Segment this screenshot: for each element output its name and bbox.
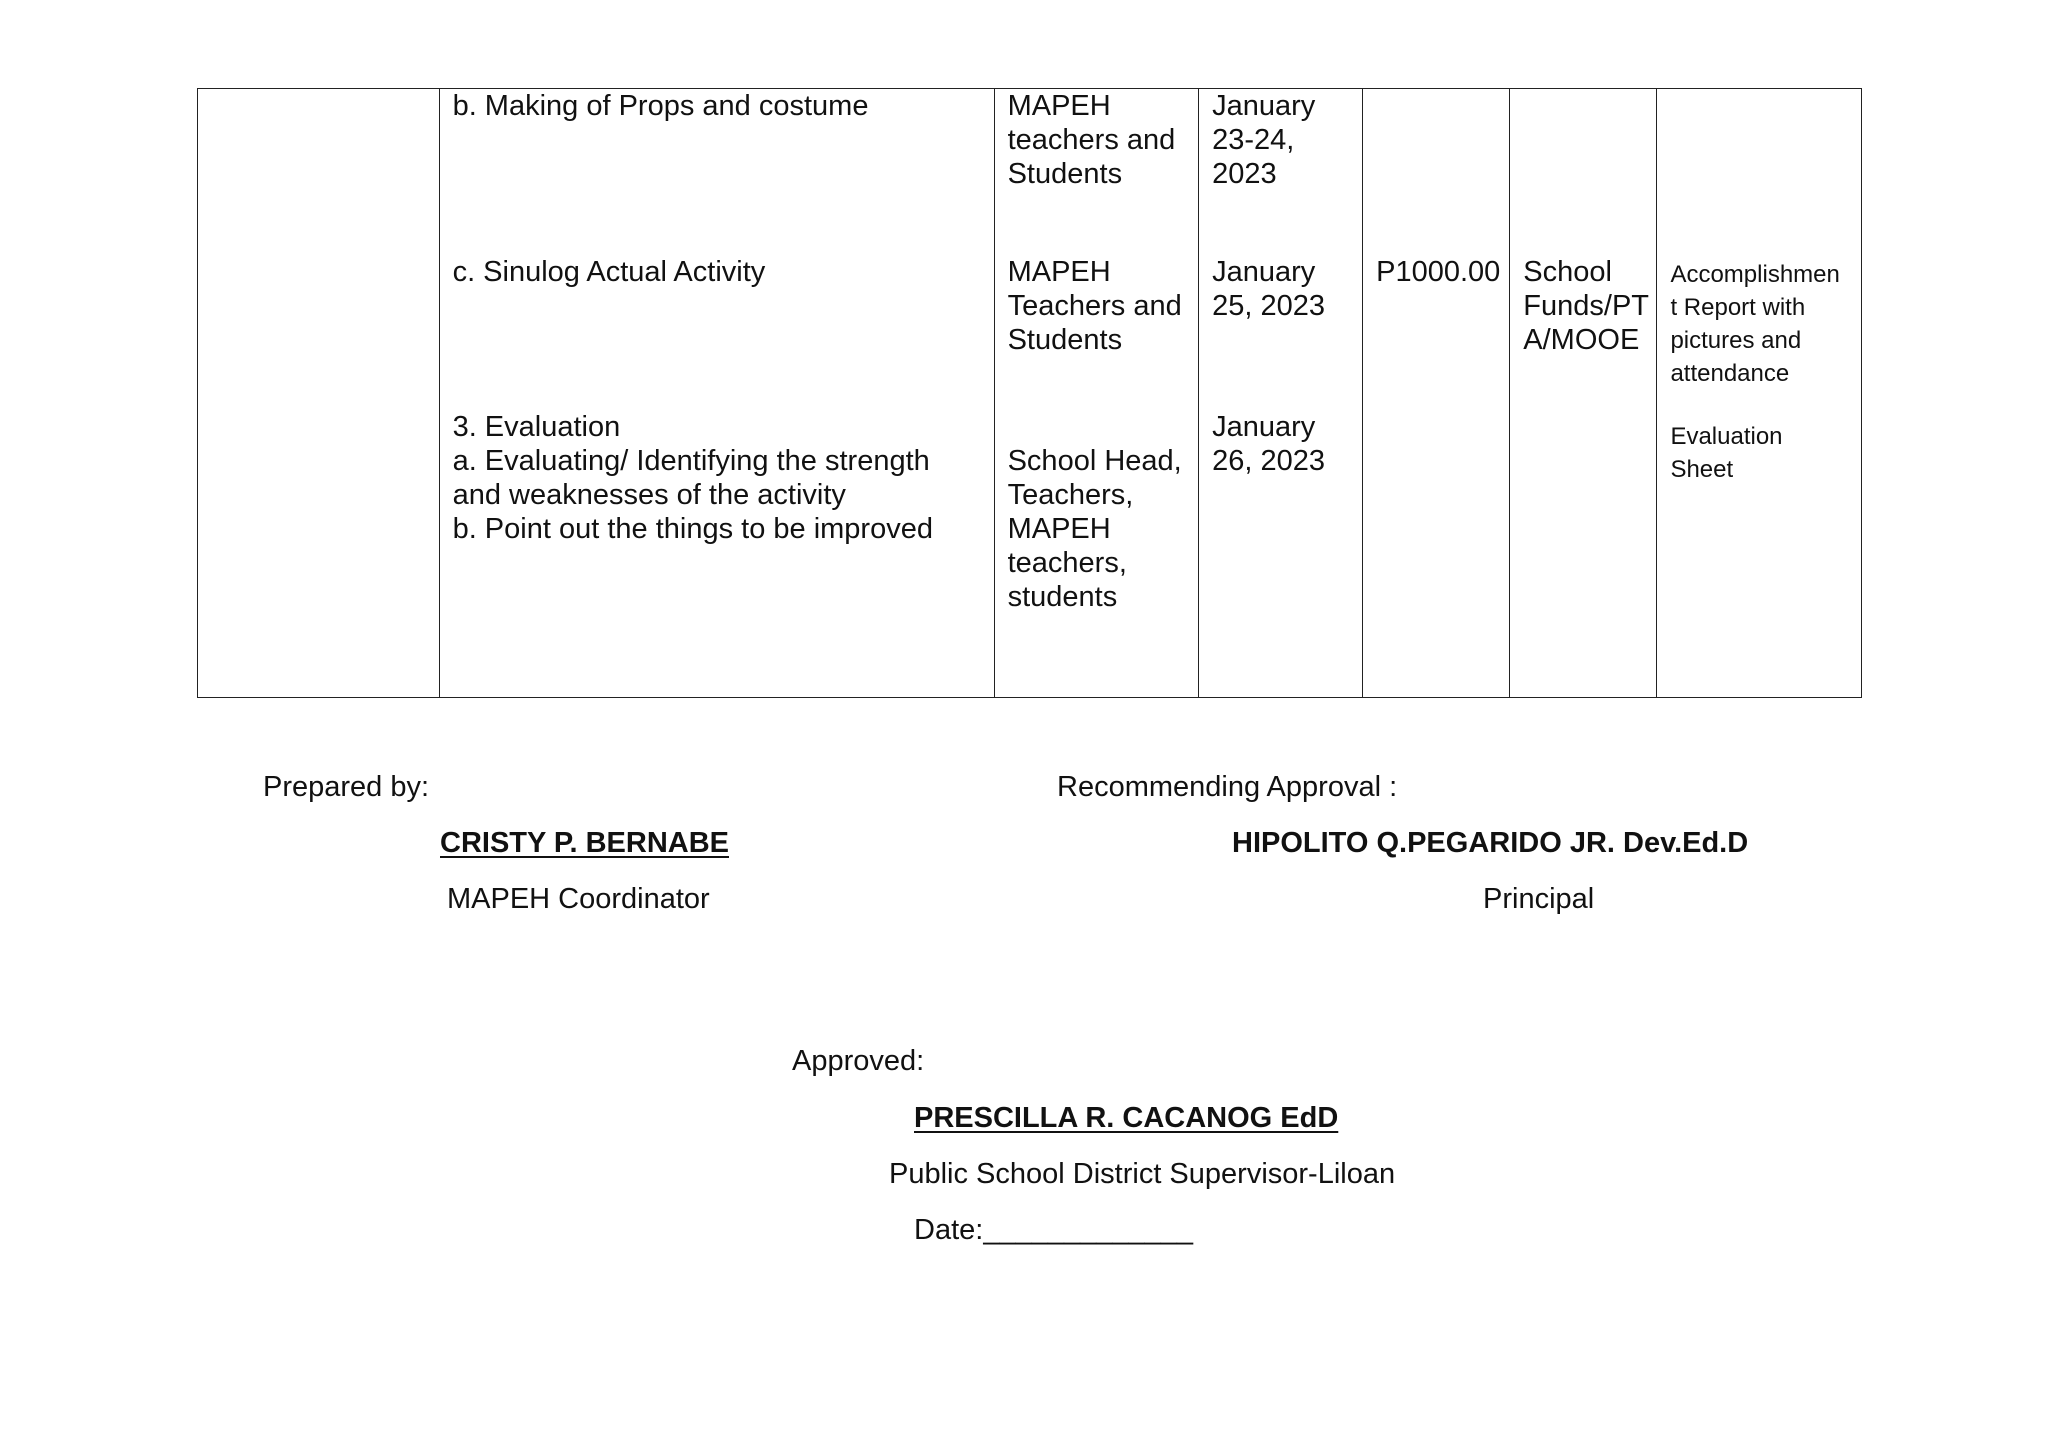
activity-eval-title: 3. Evaluation: [452, 411, 621, 443]
approved-name: PRESCILLA R. CACANOG EdD: [914, 1102, 1339, 1134]
persons-props: MAPEH teachers and Students: [1007, 90, 1176, 190]
prepared-title: MAPEH Coordinator: [447, 883, 710, 915]
persons-sinulog: MAPEH Teachers and Students: [1007, 256, 1182, 356]
source-cell: [1510, 89, 1657, 698]
recommending-label: Recommending Approval :: [1057, 771, 1398, 803]
source-value: School Funds/PT A/MOOE: [1523, 256, 1649, 356]
activity-eval-b: b. Point out the things to be improved: [452, 513, 933, 545]
activity-eval-a: a. Evaluating/ Identifying the strength and weaknesses of the activity: [452, 445, 930, 511]
activity-plan-table: [197, 88, 1862, 698]
mov-sinulog: Accomplishmen t Report with pictures and attendance: [1670, 261, 1840, 387]
persons-eval: School Head, Teachers, MAPEH teachers, students: [1007, 445, 1182, 613]
objective-cell: [198, 89, 440, 698]
table-row: [198, 89, 1862, 698]
date-line: Date:_____________: [914, 1214, 1193, 1246]
recommending-title: Principal: [1483, 883, 1595, 915]
mov-cell: [1657, 89, 1862, 698]
persons-cell: [994, 89, 1198, 698]
activities-cell: [439, 89, 994, 698]
activity-props: b. Making of Props and costume: [452, 90, 869, 122]
dates-cell: [1199, 89, 1363, 698]
prepared-name: CRISTY P. BERNABE: [440, 827, 729, 859]
date-props: January 23-24, 2023: [1212, 90, 1316, 190]
budget-cell: [1363, 89, 1510, 698]
budget-value: P1000.00: [1376, 256, 1501, 288]
approved-title: Public School District Supervisor-Liloan: [889, 1158, 1396, 1190]
mov-eval: Evaluation Sheet: [1670, 423, 1783, 483]
recommending-name: HIPOLITO Q.PEGARIDO JR. Dev.Ed.D: [1232, 827, 1749, 859]
approved-label: Approved:: [792, 1045, 925, 1077]
date-eval: January 26, 2023: [1212, 411, 1325, 477]
activity-sinulog: c. Sinulog Actual Activity: [452, 256, 766, 288]
date-sinulog: January 25, 2023: [1212, 256, 1325, 322]
prepared-label: Prepared by:: [263, 771, 430, 803]
